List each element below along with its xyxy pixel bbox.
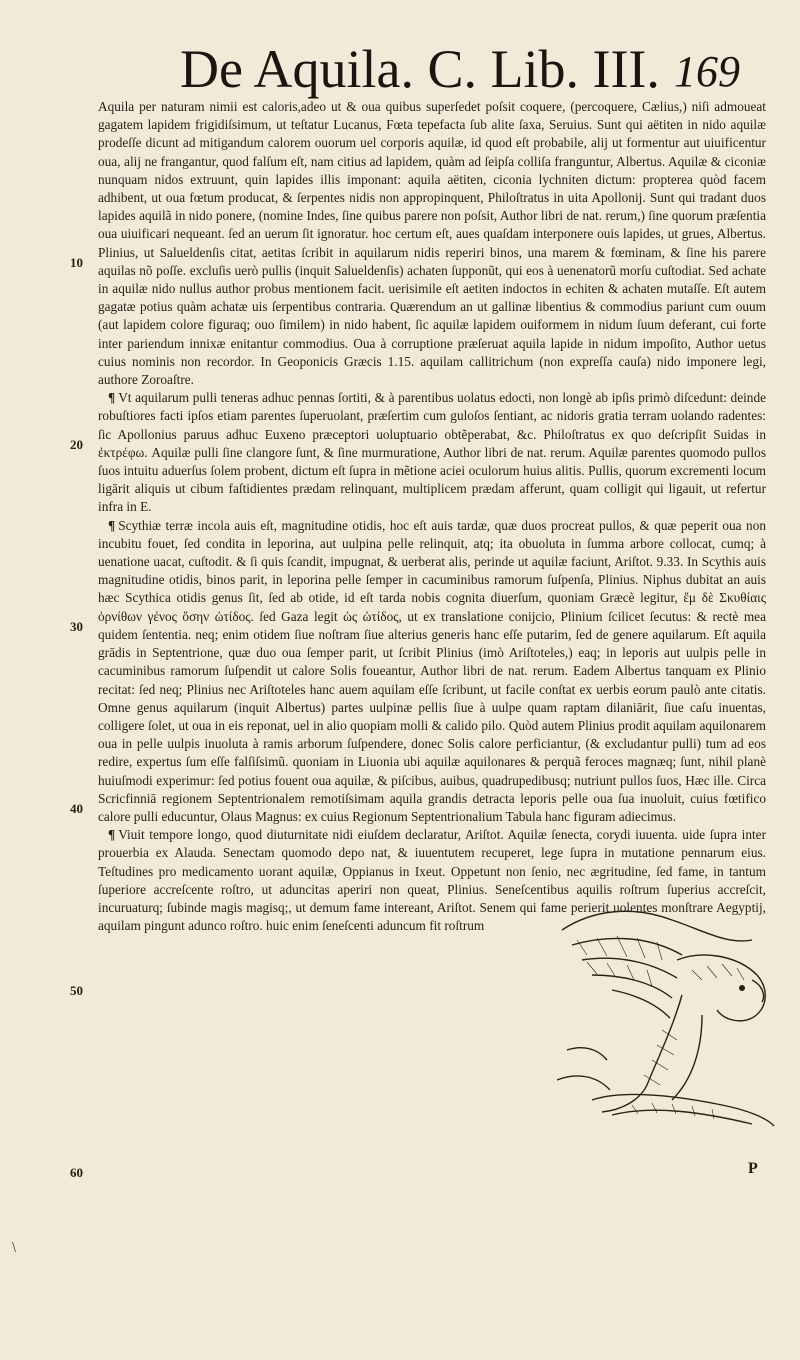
- hare-outline: [592, 1095, 774, 1126]
- line-number: 30: [70, 619, 83, 634]
- line-number: 10: [70, 255, 83, 270]
- stray-mark: \: [12, 1240, 17, 1254]
- eagle-eye: [739, 985, 745, 991]
- page-number: 169: [674, 47, 740, 96]
- page-title: De Aquila. C. Lib. III.: [180, 39, 660, 99]
- line-number: 20: [70, 437, 83, 452]
- main-text: [98, 98, 766, 935]
- paragraph: [98, 389, 766, 516]
- nest-outline: [567, 1048, 607, 1060]
- line-number: 50: [70, 983, 83, 998]
- paragraph-text: Vt aquilarum pulli teneras adhuc pennas ſortiti, & à parentibus uolatus edocti, non longè ab ipſis primò diſcedunt: deinde robuſtiores facti ipſos etiam parentes ſuperuolant, præſertim cum guloſos ſentiant, ac nidoris gratia terram uolando radentes: ſic Apollonius paruus adhuc Euxeno præceptori uoluptuario obtẽperabat, &c. Philoſtratus ex quo deſcripſit Suidas in ἐκτρέφω. Aquilæ pulli ſine clangore ſunt, & ſine murmuratione, Author libri de nat. rerum. Aquilæ parentes quomodo pullos ſuos intuitu aduerſus ſolem probent, dictum eſt ſupra in mẽtione aciei oculorum huius alitis. Pullis, quorum excrementi locum ligārit aliquis ut cibum faſtidientes prædam relinquant, multiplicem prædam afferunt, quam colligit qui ligauit, ut refertur infra in E.: [98, 390, 766, 515]
- wing-outline: [562, 911, 752, 941]
- paragraph: [98, 517, 766, 826]
- paragraph-text: Scythiæ terræ incola auis eſt, magnitudine otidis, hoc eſt auis tardæ, quæ duos procreat pullos, & quæ peperit oua non incubitu fouet, ſed condita in leporina, aut uulpina pelle relinquit, atq; ita obuoluta in ſumma arbore collocat, cumq; à uenatione uacat, cuſtodit. & ſi quis ſcandit, impugnat, & uerberat alis, perinde ut aquilæ faciunt, Ariſtot. 9.33. In Scythis auis magnitudine otidis, binos parit, in leporina pelle ſemper in cacuminibus ramorum ſuſpenſa, Plinius. Niphus dubitat an auis hæc Scythica otidis genus ſit, ſed ab otide, id eſt tarda nobis cognita diuerſum, quoniam Græcè legitur, ἔμ δὲ Σκυθίαις ὀρνίθων γένος ὅσην ὠτίδος. ſed Gaza legit ὡς ὠτίδος, ut ex translatione conijcio, Plinium ſcilicet ſecutus: & rectè mea quidem ſententia. neq; enim otidem ſiue noſtram ſiue alterius generis hanc eſſe putarim, ſed de genere aquilarum. Eſt aquila grādis in Septentrione, quæ duo oua ſemper parit, ut ſcribit Plinius (imò Ariſtoteles,) eaq; in leporis aut uulpis pelle in cacuminibus ramorum ſuſpendit ut calore Solis foueantur, Author libri de nat. rerum. Eadem Albertus tanquam ex Plinio recitat: ſed neq; Plinius nec Ariſtoteles hanc auem aquilam eſſe ſcribunt, ut facile conſtat ex uerbis eorum paulò ante citatis. Omne genus aquilarum (inquit Albertus) partes uulpinæ pellis ſiue à uulpe quam raptam dilaniārit, ſiue caſu inuentas, colligere ſolet, ut oua in eis reponat, uel in alio quopiam molli & calido pilo. Quòd autem Plinius prodit aquilam aquilonarem oua in pelle uulpis inuoluta à ramis arborum ſuſpendere, donec Solis calore perficiantur, (& excludantur pulli) tum ad eos redire, expertus ſum eſſe falſiſsimũ. quoniam in Liuonia ubi aquilæ aquilonares & perquã feroces magnæq; ſunt, nihil planè huiuſmodi experimur: ſed potius fouent oua aquilæ, & piſcibus, auibus, quadrupedibusq; nutriunt pullos ſuos, Hæc ille. Circa Scricfinniā regionem Septentrionalem remotiſsimam aquila grandis detracta leporis pelle oua ſua inuoluit, cuius fœtifico calore pulli educuntur, Olaus Magnus: ex cuius Regionum Septentrionalium Tabula hanc figuram adiecimus.: [98, 517, 766, 824]
- paragraph: Aquila per naturam nimii est caloris,adeo ut & oua quibus superſedet poſsit coquere, (percoquere, Cælius,) niſi admoueat gagatem lapidem frigidiſsimum, ut teſtatur Lucanus, Fœta tepefacta ſub alite ſaxa, Seruius. Sunt qui aëtiten in nido aquilæ prodeſſe dicunt ad mitigandum calorem ouorum uel corporis aquilæ, id quod eſt probabile, alij ut formentur aut uiuificentur oua, alij ne frangantur, quod falſum eſt, nam citius ad lapidem, quàm ad ſeipſa colliſa franguntur, Albertus. Aquilæ & ciconiæ nunquam nidos extruunt, quin lapides illis imponant: aquila aëtiten, ciconia lychniten dictum: propterea quòd facem adhibent, ut oua fœtum producat, & ſerpentes nidis non appropinquent, Philoſtratus in uita Apollonij. Sunt qui tradant duos lapides aquilã in nido ponere, (nomine Indes, ſine quibus parere non poſsit, Author libri de nat. rerum,) ſine quorum præſentia oua uiuificari nequeant. ſed an uerum ſit ignoratur. hoc certum eſt, aues quaſdam interponere ouis lapides, ut grues, Albertus. Plinius, ut Salueldenſis citat, aetitas ſcribit in aquilarum nidis reperiri binos, una marem & fœminam, & ſine his parere aquilas nõ poſſe. excluſis uerò pullis (inquit Salueldenſis) achaten ſupponũt, qui eos à uenenatorũ morſu cuſtodiat. Sed achate in aquilæ nido nullus author probus mentionem facit. uerisimile eſt aetiten indoctos in echiten & achaten mutaſſe. Eſt autem gagatæ potius quàm achatæ uis ſerpentibus contraria. Quærendum an ut gallinæ libentius & commodius pariunt cum ouum (aut lapidem colore figuraq; ouo ſimilem) in nido habent, ſic aquilæ lapidem ouiformem in nidum ſuum deferant, cui forte inter pariendum innixæ enitantur commodius. Oua à corruptione præſeruat aquila lapide in nidum impoſito, Author uetus cuius nominis non recordor. In Geoponicis Græcis 1.15. aquilam callitrichum (non expreſſa cauſa) nido imponere legi, authore Zoroaſtre.: [98, 99, 766, 388]
- line-number: 40: [70, 801, 83, 816]
- printer-signature-mark: P: [748, 1160, 758, 1177]
- running-header: [180, 36, 740, 102]
- line-number: 60: [70, 1165, 83, 1180]
- pilcrow-icon: ¶: [108, 390, 116, 406]
- pilcrow-icon: ¶: [108, 827, 116, 843]
- eagle-head-outline: [677, 955, 765, 1021]
- pilcrow-icon: ¶: [108, 517, 116, 533]
- paragraph-text: Viuit tempore longo, quod diuturnitate nidi eiuſdem declaratur, Ariſtot. Aquilæ ſenecta, corydi iuuenta. uide ſupra inter prouerbia ex Alauda. Senectam quomodo depo nat, & iuuentutem recuperet, lege ſupra in mutatione pennarum eius. Teſtudines pro medicamento uorant aquilæ, Oppianus in Ixeut. Oppetunt non ſenio, nec ægritudine, ſed fame, in tantum ſuperiore accreſcente roſtro, ut aduncitas aperiri non queat, Plinius. Seneſcentibus aquilis roſtrum ſuperius accreſcit, incuruaturq; ſubinde magis magisq;, ut demum fame intereant, Ariſtot. Senem qui fame perierit uolentes monſtrare Aegyptij, aquilam pingunt adunco roſtro. huic enim ſeneſcenti aduncum fit roſtrum: [98, 827, 766, 934]
- eagle-woodcut-illustration: [552, 900, 778, 1130]
